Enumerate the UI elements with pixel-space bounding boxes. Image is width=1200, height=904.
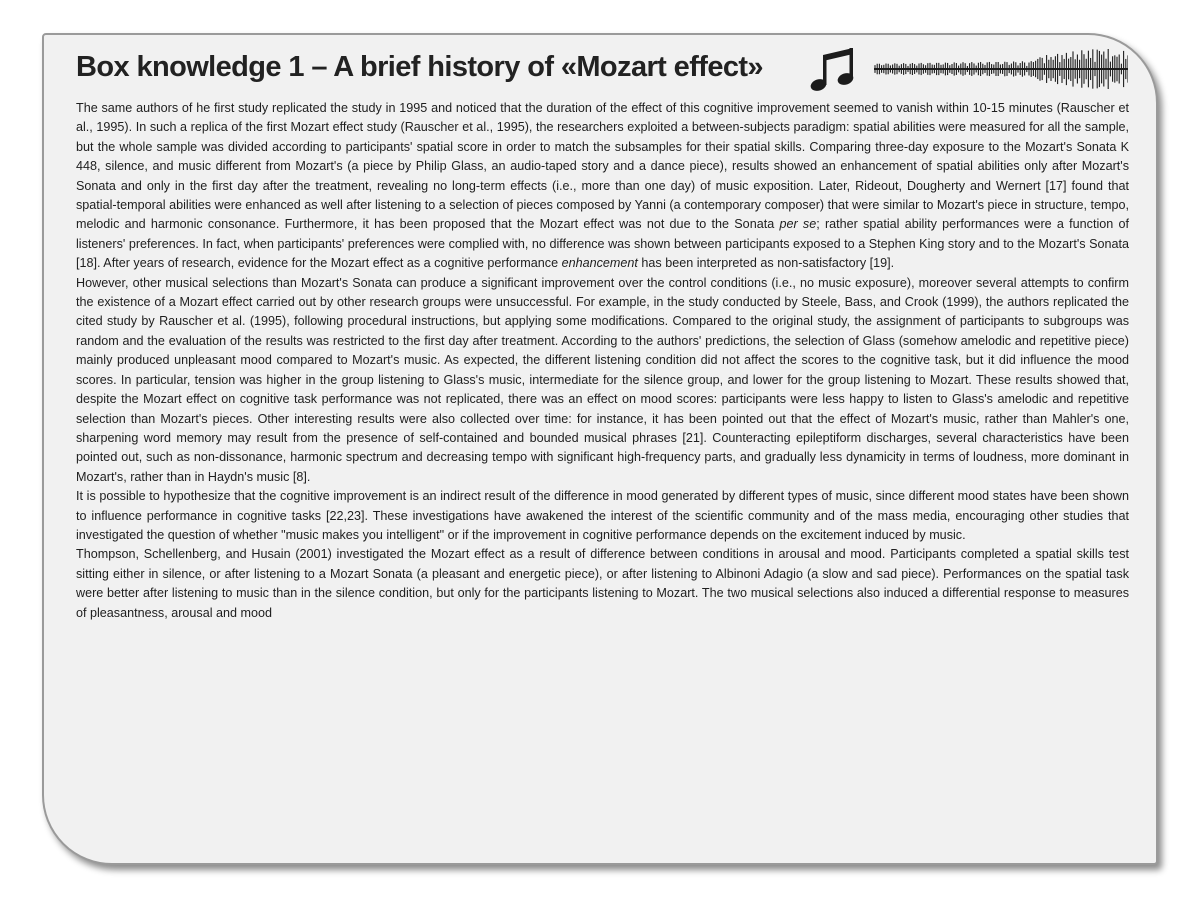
sound-waveform-icon [874, 47, 1128, 91]
knowledge-box [42, 33, 1158, 865]
paragraph-4: Thompson, Schellenberg, and Husain (2001) investigated the Mozart effect as a result of difference between conditions in arousal and mood. Participants completed a spatial skills test sitting either in silence, or after listening to a Mozart Sonata (a pleasant and energetic piece), or after listening to Albinoni Adagio (a slow and sad piece). Performances on the spatial task were better after listening to music than in the silence condition, but only for the participants listening to Mozart. The two musical selections also induced a differential response to measures of pleasantness, arousal and mood [76, 547, 1129, 620]
paragraph-1: The same authors of he first study replicated the study in 1995 and noticed that the duration of the effect of this cognitive improvement seemed to vanish within 10-15 minutes (Rauscher et al., 1995). In such a replica of the first Mozart effect study (Rauscher et al., 1995), the researchers exploited a between-subjects paradigm: spatial abilities were measured for all the sample, but the whole sample was divided according to participants' spatial score in order to match the subsamples for their spatial skills. Comparing three-day exposure to the Mozart's Sonata K 448, silence, and music different from Mozart's (a piece by Philip Glass, an audio-taped story and a dance piece), results showed an enhancement of spatial abilities only after Mozart's Sonata and only in the first day after the treatment, revealing no long-term effects (i.e., more than one day) of music exposition. Later, Rideout, Dougherty and Wernert [17] found that spatial-temporal abilities were enhanced as well after listening to a selection of pieces composed by Yanni (a contemporary composer) that were similar to Mozart's piece in structure, tempo, melodic and harmonic consonance. Furthermore, it has been proposed that the Mozart effect was not due to the Sonata per se; rather spatial ability performances were a function of listeners' preferences. In fact, when participants' preferences were complied with, no difference was shown between participants exposed to a Stephen King story and to the Mozart's Sonata [18]. After years of research, evidence for the Mozart effect as a cognitive performance enhancement has been interpreted as non-satisfactory [19]. [76, 101, 1129, 271]
paragraph-2: However, other musical selections than Mozart's Sonata can produce a significant improvement over the control conditions (i.e., no music exposure), moreover several attempts to confirm the existence of a Mozart effect carried out by other research groups were unsuccessful. For example, in the study conducted by Steele, Bass, and Crook (1999), the authors replicated the cited study by Rauscher et al. (1995), following procedural instructions, but applying some modifications. Compared to the original study, the assignment of participants to subgroups was random and the evaluation of the results was restricted to the first day after treatment. According to the authors' predictions, the selection of Glass (somehow amelodic and repetitive piece) mainly produced unpleasant mood compared to Mozart's music. As expected, the different listening condition did not affect the scores to the cognitive task, but it did influence the mood scores. In particular, tension was higher in the group listening to Glass's music, intermediate for the silence group, and lower for the group listening to Mozart. These results showed that, despite the Mozart effect on cognitive task performance was not replicated, there was an effect on mood scores: participants were less happy to listen to Glass's amelodic and repetitive selection than Mozart's pieces. Other interesting results were also collected over time: for instance, it has been pointed out that the effect of Mozart's music, rather than Mahler's one, sharpening word memory may result from the presence of self-contained and bounded musical phrases [21]. Counteracting epileptiform discharges, several characteristics have been pointed out, such as non-dissonance, harmonic spectrum and decreasing tempo with significant high-frequency parts, and gradually less dynamicity in terms of loudness, more dominant in Mozart's, rather than in Haydn's music [8]. [76, 275, 1129, 484]
box-title: Box knowledge 1 – A brief history of «Mozart effect» [76, 51, 763, 83]
box-body [76, 99, 1129, 623]
music-note-icon [806, 45, 862, 93]
paragraph-3: It is possible to hypothesize that the cognitive improvement is an indirect result of the difference in mood generated by different types of music, since different mood states have been shown to influence performance in cognitive tasks [22,23]. These investigations have awakened the interest of the scientific community and of the mass media, encouraging other studies that investigated the question of whether "music makes you intelligent" or if the improvement in cognitive performance depends on the excitement induced by music. [76, 489, 1129, 542]
